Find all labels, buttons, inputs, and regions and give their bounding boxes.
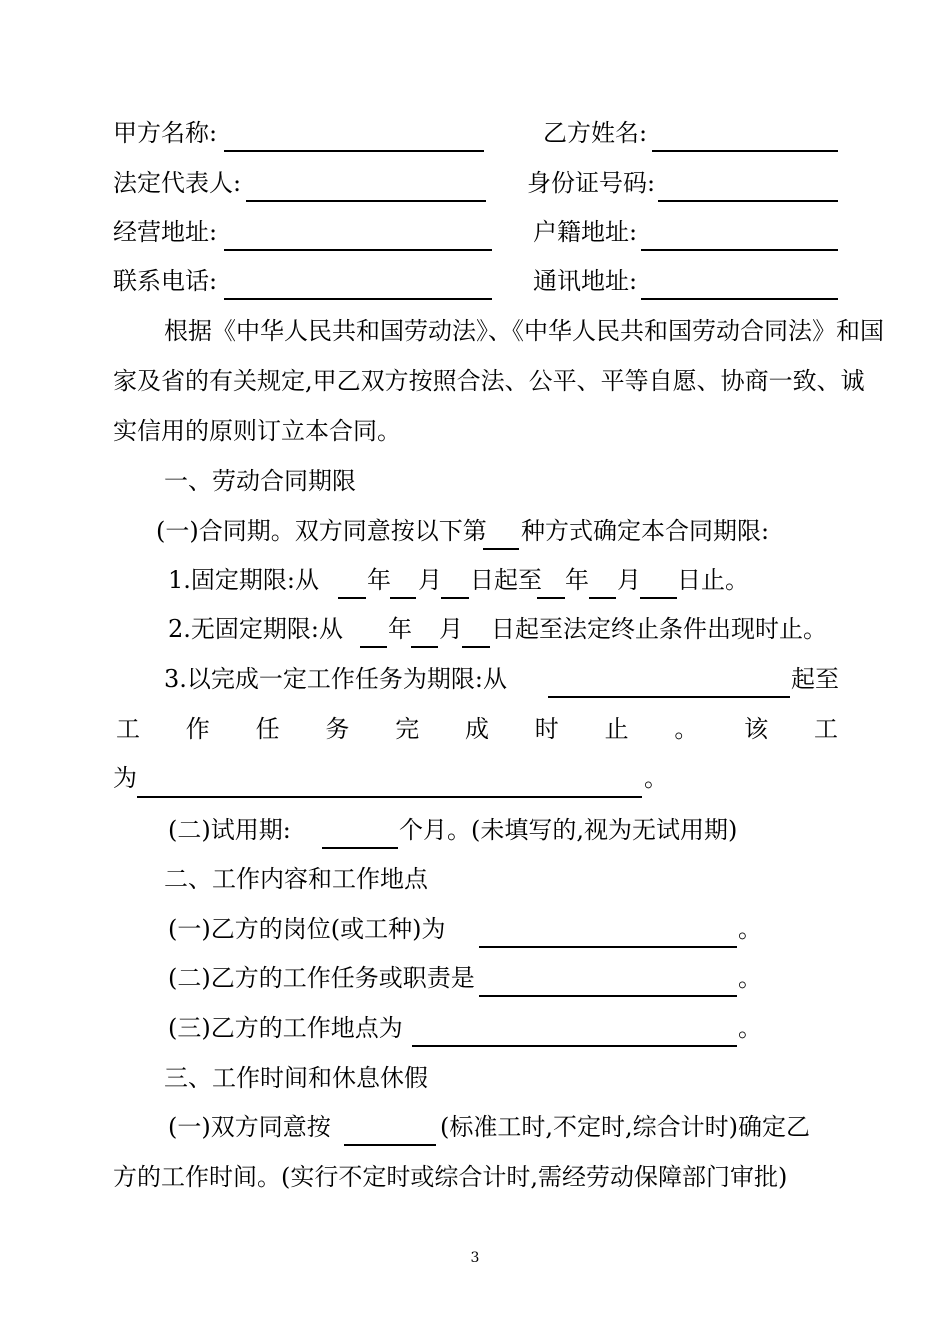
- party-b-mail-label: 通讯地址:: [533, 267, 638, 295]
- fixed-day-unit-1: 日起至: [470, 566, 542, 594]
- section1-title: 一、劳动合同期限: [164, 467, 356, 495]
- fixed-start-day-field[interactable]: [441, 597, 469, 599]
- task-char: 工: [813, 715, 838, 743]
- open-start-year-field[interactable]: [360, 646, 387, 648]
- party-a-phone-field[interactable]: [224, 298, 492, 300]
- party-b-id-label: 身份证号码:: [527, 169, 656, 197]
- party-a-name-field[interactable]: [224, 150, 484, 152]
- intro-line-1: 根据《中华人民共和国劳动法》、《中华人民共和国劳动合同法》和国: [164, 317, 884, 345]
- duty-field[interactable]: [479, 995, 737, 997]
- open-start-month-field[interactable]: [411, 646, 438, 648]
- open-day-unit: 日起至法定终止条件出现时止。: [491, 615, 827, 643]
- duty-period: 。: [738, 964, 762, 992]
- term-text-a: (一)合同期。双方同意按以下第: [156, 517, 487, 545]
- task-char: 该: [744, 715, 769, 743]
- fixed-end-day-field[interactable]: [640, 597, 677, 599]
- task-char: 务: [325, 715, 350, 743]
- party-a-rep-label: 法定代表人:: [113, 169, 242, 197]
- fixed-start-month-field[interactable]: [390, 597, 416, 599]
- task-term-text: 起至: [791, 665, 839, 693]
- fixed-term-label: 1.固定期限:从: [168, 566, 319, 594]
- party-b-mail-field[interactable]: [641, 298, 838, 300]
- fixed-month-unit-1: 月: [418, 566, 442, 594]
- fixed-year-unit-2: 年: [565, 566, 589, 594]
- task-char: 完: [395, 715, 420, 743]
- task-spread-line: [116, 714, 838, 744]
- task-start-field[interactable]: [548, 696, 790, 698]
- post-period: 。: [738, 915, 762, 943]
- place-field[interactable]: [412, 1045, 737, 1047]
- term-choice-field[interactable]: [483, 548, 519, 550]
- party-b-name-field[interactable]: [652, 150, 838, 152]
- probation-note: 个月。(未填写的,视为无试用期): [399, 816, 738, 844]
- term-text-b: 种方式确定本合同期限:: [521, 517, 770, 545]
- intro-line-2: 家及省的有关规定,甲乙双方按照合法、公平、平等自愿、协商一致、诚: [113, 367, 865, 395]
- task-char: 成: [464, 715, 489, 743]
- task-period: 。: [644, 764, 668, 792]
- fixed-day-unit-2: 日止。: [677, 566, 749, 594]
- task-char: 。: [674, 715, 699, 743]
- post-label: (一)乙方的岗位(或工种)为: [168, 915, 446, 943]
- party-b-household-label: 户籍地址:: [533, 218, 638, 246]
- probation-months-field[interactable]: [322, 847, 398, 849]
- open-term-label: 2.无固定期限:从: [168, 615, 343, 643]
- task-char: 任: [255, 715, 280, 743]
- hours-options: (标准工时,不定时,综合计时)确定乙: [440, 1113, 810, 1141]
- task-for-label: 为: [113, 764, 137, 792]
- party-a-address-field[interactable]: [224, 249, 492, 251]
- open-month-unit: 月: [439, 615, 463, 643]
- fixed-end-year-field[interactable]: [537, 597, 565, 599]
- fixed-end-month-field[interactable]: [589, 597, 616, 599]
- party-a-rep-field[interactable]: [246, 200, 486, 202]
- hours-mode-field[interactable]: [344, 1144, 436, 1146]
- party-a-address-label: 经营地址:: [113, 218, 218, 246]
- party-b-id-field[interactable]: [658, 200, 838, 202]
- open-start-day-field[interactable]: [462, 646, 490, 648]
- task-term-label: 3.以完成一定工作任务为期限:从: [164, 665, 507, 693]
- page-number: 3: [470, 1250, 480, 1266]
- section3-title: 三、工作时间和休息休假: [164, 1064, 428, 1092]
- place-label: (三)乙方的工作地点为: [168, 1014, 403, 1042]
- fixed-month-unit-2: 月: [617, 566, 641, 594]
- section2-title: 二、工作内容和工作地点: [164, 865, 428, 893]
- party-a-phone-label: 联系电话:: [113, 267, 218, 295]
- party-b-name-label: 乙方姓名:: [543, 119, 648, 147]
- place-period: 。: [738, 1014, 762, 1042]
- hours-note: 方的工作时间。(实行不定时或综合计时,需经劳动保障部门审批): [113, 1163, 788, 1191]
- party-b-household-field[interactable]: [641, 249, 838, 251]
- open-year-unit: 年: [388, 615, 412, 643]
- task-char: 工: [116, 715, 140, 743]
- intro-line-3: 实信用的原则订立本合同。: [113, 417, 401, 445]
- task-description-field[interactable]: [137, 796, 642, 798]
- party-a-name-label: 甲方名称:: [113, 119, 218, 147]
- duty-label: (二)乙方的工作任务或职责是: [168, 964, 475, 992]
- probation-label: (二)试用期:: [168, 816, 291, 844]
- hours-label: (一)双方同意按: [168, 1113, 331, 1141]
- task-char: 止: [604, 715, 629, 743]
- post-field[interactable]: [479, 946, 737, 948]
- task-char: 作: [185, 715, 210, 743]
- fixed-year-unit-1: 年: [367, 566, 391, 594]
- task-char: 时: [534, 715, 559, 743]
- fixed-start-year-field[interactable]: [338, 597, 366, 599]
